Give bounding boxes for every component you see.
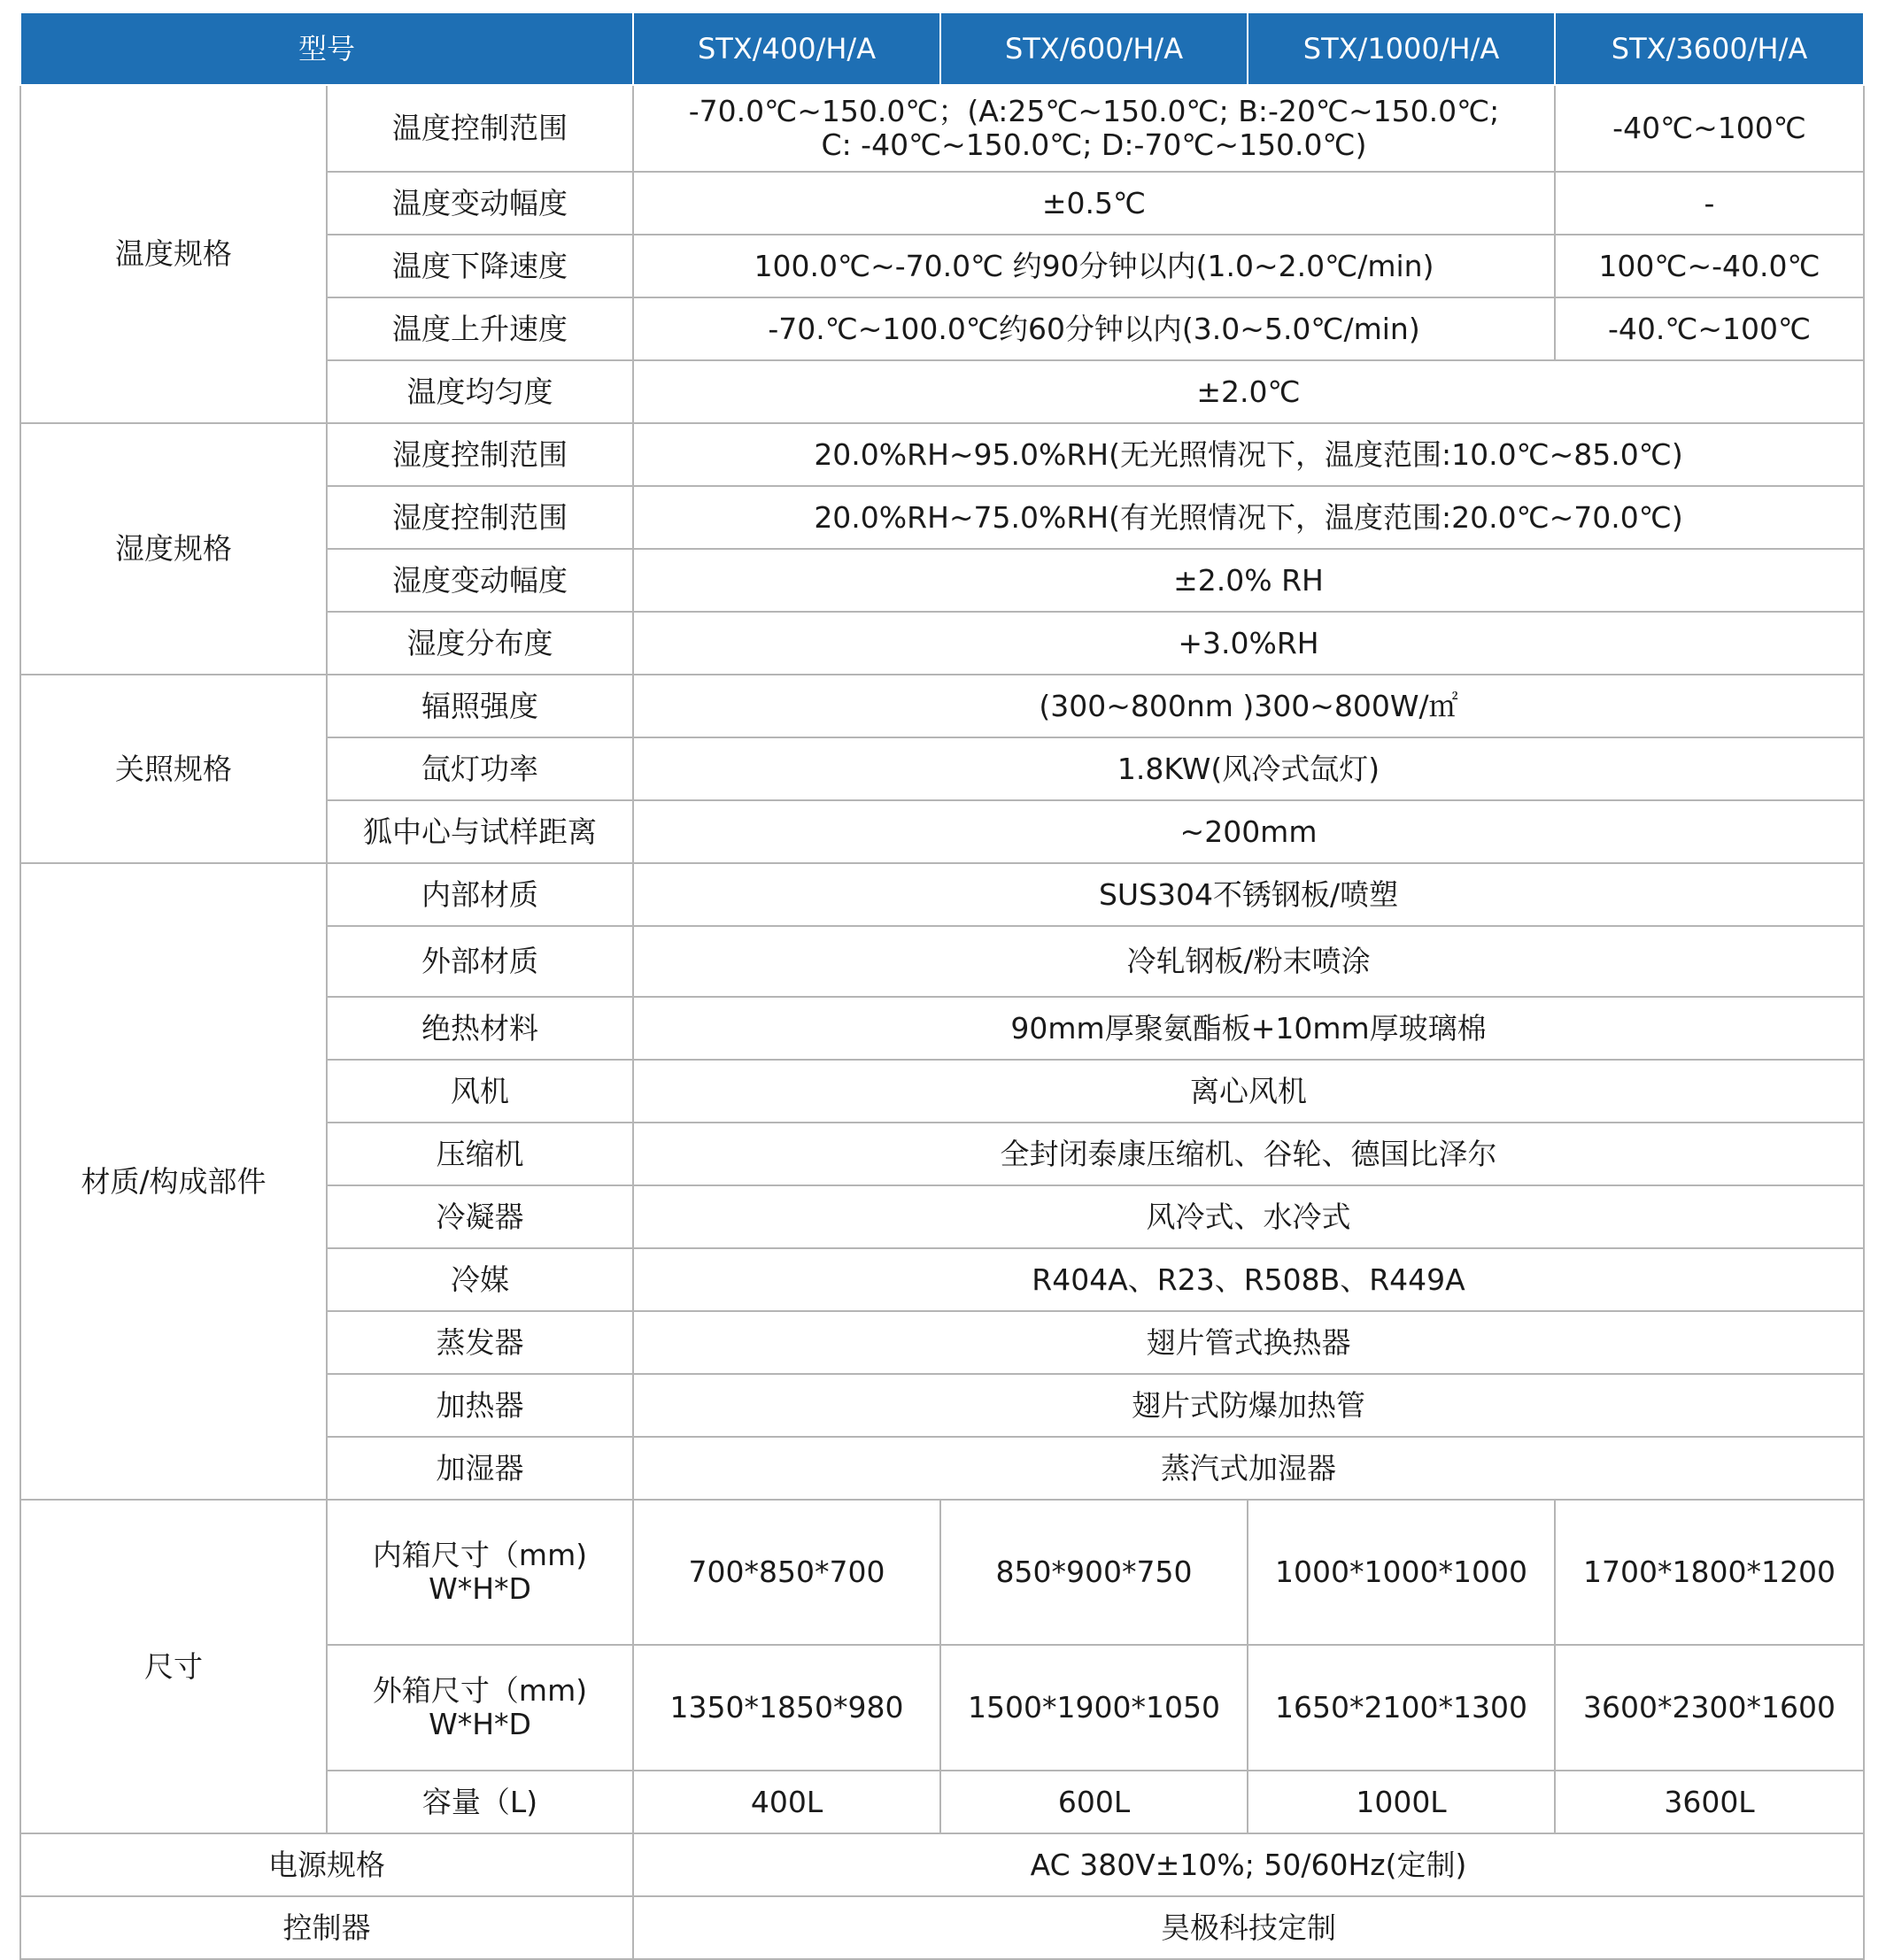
cell-value: 850*900*750 [940, 1500, 1248, 1645]
row-label: 温度均匀度 [327, 360, 633, 423]
header-model-4: STX/3600/H/A [1555, 12, 1864, 85]
cell-value: R404A、R23、R508B、R449A [633, 1248, 1864, 1311]
group-size: 尺寸 [20, 1500, 327, 1833]
cell-value: 100℃~-40.0℃ [1555, 235, 1864, 297]
cell-value: 冷轧钢板/粉末喷涂 [633, 926, 1864, 997]
table-row [20, 1500, 1864, 1645]
row-label: 内部材质 [327, 863, 633, 926]
inner-size-unit: W*H*D [429, 1571, 531, 1606]
cell-value: 风冷式、水冷式 [633, 1185, 1864, 1248]
table-row [20, 863, 1864, 926]
temp-range-value [633, 85, 1555, 172]
cell-value: 700*850*700 [633, 1500, 940, 1645]
cell-value: 翅片式防爆加热管 [633, 1374, 1864, 1437]
cell-value: 600L [940, 1771, 1248, 1833]
row-label-controller: 控制器 [20, 1896, 633, 1959]
row-label: 湿度控制范围 [327, 423, 633, 486]
temp-range-value-4: -40℃~100℃ [1555, 85, 1864, 172]
cell-value: 离心风机 [633, 1060, 1864, 1123]
temp-range-line-2: C: -40℃~150.0℃; D:-70℃~150.0℃) [821, 127, 1367, 162]
cell-value: 昊极科技定制 [633, 1896, 1864, 1959]
header-model-2: STX/600/H/A [940, 12, 1248, 85]
group-humidity: 湿度规格 [20, 423, 327, 675]
cell-value: 1000L [1248, 1771, 1555, 1833]
cell-value: 1000*1000*1000 [1248, 1500, 1555, 1645]
cell-value: SUS304不锈钢板/喷塑 [633, 863, 1864, 926]
cell-value: ~200mm [633, 800, 1864, 863]
cell-value: 400L [633, 1771, 940, 1833]
cell-value: 全封闭泰康压缩机、谷轮、德国比泽尔 [633, 1123, 1864, 1185]
cell-value: 20.0%RH~75.0%RH(有光照情况下，温度范围:20.0℃~70.0℃) [633, 486, 1864, 549]
cell-value: ±2.0℃ [633, 360, 1864, 423]
cell-value: -70.℃~100.0℃约60分钟以内(3.0~5.0℃/min) [633, 297, 1555, 360]
cell-value: (300~800nm )300~800W/㎡ [633, 675, 1864, 737]
row-label: 加湿器 [327, 1437, 633, 1500]
temp-range-line-1: -70.0℃~150.0℃；(A:25℃~150.0℃; B:-20℃~150.0℃; [688, 94, 1500, 128]
row-label: 辐照强度 [327, 675, 633, 737]
cell-value: 90mm厚聚氨酯板+10mm厚玻璃棉 [633, 997, 1864, 1060]
cell-value: 20.0%RH~95.0%RH(无光照情况下，温度范围:10.0℃~85.0℃) [633, 423, 1864, 486]
row-label: 狐中心与试样距离 [327, 800, 633, 863]
row-label-inner-size [327, 1500, 633, 1645]
cell-value: 翅片管式换热器 [633, 1311, 1864, 1374]
row-label: 氙灯功率 [327, 737, 633, 800]
row-label-power: 电源规格 [20, 1833, 633, 1896]
group-material: 材质/构成部件 [20, 863, 327, 1500]
inner-size-label: 内箱尺寸（mm) [372, 1538, 588, 1572]
spec-table [19, 12, 1865, 1960]
cell-value: 1650*2100*1300 [1248, 1645, 1555, 1771]
row-label: 温度变动幅度 [327, 172, 633, 235]
row-label: 湿度变动幅度 [327, 549, 633, 612]
cell-value: ±0.5℃ [633, 172, 1555, 235]
row-label: 蒸发器 [327, 1311, 633, 1374]
header-row [20, 12, 1864, 85]
table-row [20, 675, 1864, 737]
cell-value: 1500*1900*1050 [940, 1645, 1248, 1771]
cell-value: 1.8KW(风冷式氙灯) [633, 737, 1864, 800]
header-model-1: STX/400/H/A [633, 12, 940, 85]
cell-value: 蒸汽式加湿器 [633, 1437, 1864, 1500]
cell-value: ±2.0% RH [633, 549, 1864, 612]
row-label: 湿度分布度 [327, 612, 633, 675]
row-label: 绝热材料 [327, 997, 633, 1060]
row-label: 温度上升速度 [327, 297, 633, 360]
row-label: 压缩机 [327, 1123, 633, 1185]
group-light: 关照规格 [20, 675, 327, 863]
cell-value: 3600L [1555, 1771, 1864, 1833]
row-label: 温度下降速度 [327, 235, 633, 297]
row-label: 风机 [327, 1060, 633, 1123]
cell-value: - [1555, 172, 1864, 235]
cell-value: 1350*1850*980 [633, 1645, 940, 1771]
cell-value: 1700*1800*1200 [1555, 1500, 1864, 1645]
row-label: 外部材质 [327, 926, 633, 997]
cell-value: -40.℃~100℃ [1555, 297, 1864, 360]
header-model-3: STX/1000/H/A [1248, 12, 1555, 85]
table-row [20, 423, 1864, 486]
group-temperature: 温度规格 [20, 85, 327, 423]
row-label-outer-size [327, 1645, 633, 1771]
table-row [20, 1896, 1864, 1959]
cell-value: 3600*2300*1600 [1555, 1645, 1864, 1771]
header-model: 型号 [20, 12, 633, 85]
cell-value: 100.0℃~-70.0℃ 约90分钟以内(1.0~2.0℃/min) [633, 235, 1555, 297]
row-label: 温度控制范围 [327, 85, 633, 172]
row-label: 湿度控制范围 [327, 486, 633, 549]
row-label: 冷凝器 [327, 1185, 633, 1248]
outer-size-label: 外箱尺寸（mm) [372, 1673, 588, 1708]
row-label: 容量（L) [327, 1771, 633, 1833]
row-label: 冷媒 [327, 1248, 633, 1311]
table-row [20, 85, 1864, 172]
outer-size-unit: W*H*D [429, 1707, 531, 1741]
cell-value: +3.0%RH [633, 612, 1864, 675]
row-label: 加热器 [327, 1374, 633, 1437]
cell-value: AC 380V±10%; 50/60Hz(定制) [633, 1833, 1864, 1896]
table-row [20, 1833, 1864, 1896]
